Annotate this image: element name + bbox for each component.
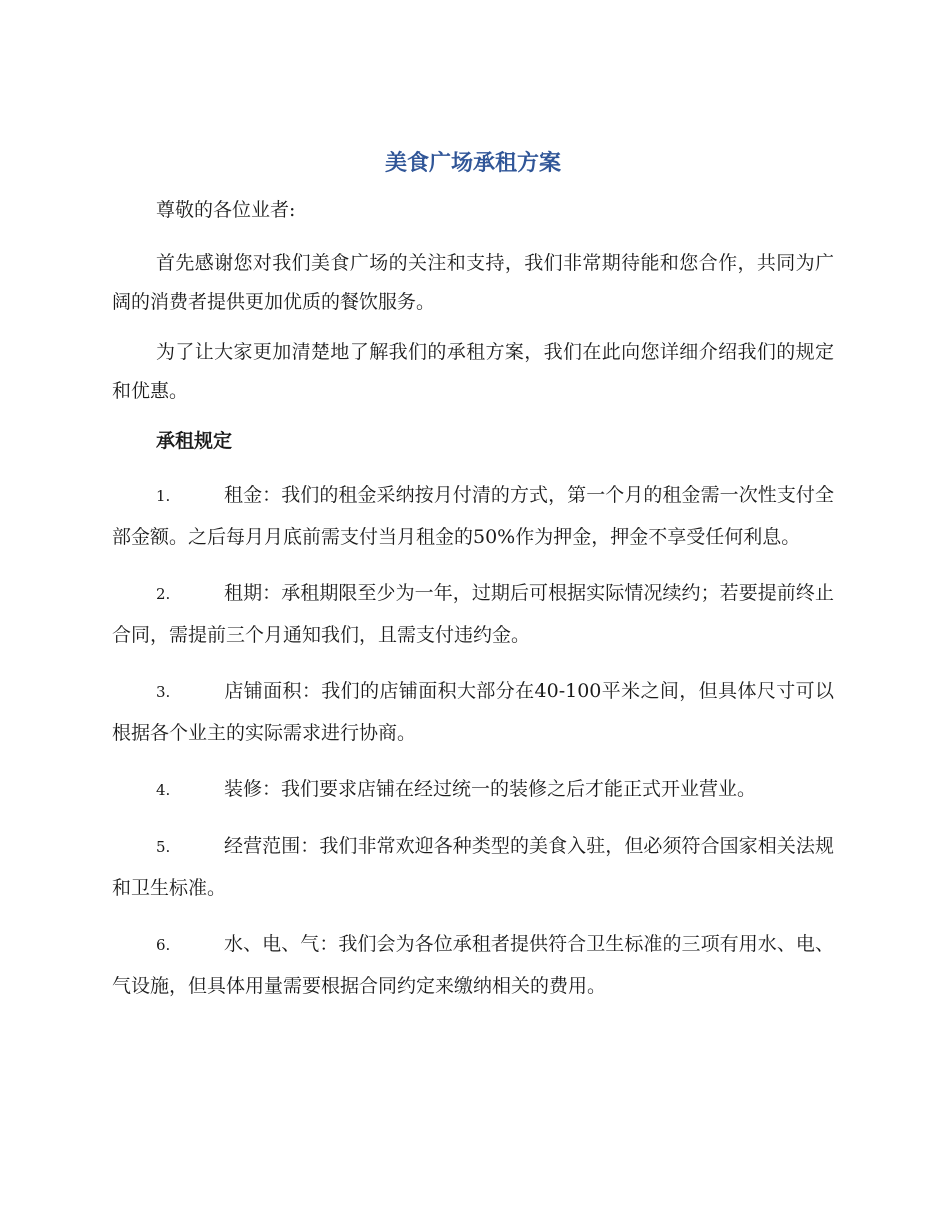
rule-item-area — [112, 671, 834, 754]
purpose-paragraph: 为了让大家更加清楚地了解我们的承租方案，我们在此向您详细介绍我们的规定和优惠。 — [112, 341, 834, 402]
rule-item-business-scope — [112, 826, 834, 909]
document-title: 美食广场承租方案 — [384, 151, 561, 176]
document-page — [112, 145, 834, 1022]
greeting: 尊敬的各位业者: — [156, 199, 296, 221]
rule-text: 水、电、气：我们会为各位承租者提供符合卫生标准的三项有用水、电、气设施，但具体用量需要根据合同约定来缴纳相关的费用。 — [112, 933, 834, 997]
intro-paragraph: 首先感谢您对我们美食广场的关注和支持，我们非常期待能和您合作，共同为广阔的消费者提供更加优质的餐饮服务。 — [112, 252, 834, 313]
rule-number: 2. — [156, 585, 171, 603]
rule-text: 租金：我们的租金采纳按月付清的方式，第一个月的租金需一次性支付全部金额。之后每月月底前需支付当月租金的50%作为押金，押金不享受任何利息。 — [112, 484, 834, 548]
rule-number: 4. — [156, 781, 171, 799]
rule-item-decoration — [112, 769, 834, 811]
rule-text: 装修：我们要求店铺在经过统一的装修之后才能正式开业营业。 — [224, 778, 757, 800]
section-heading-rules: 承租规定 — [156, 430, 233, 452]
rule-item-rent — [112, 475, 834, 558]
rules-list — [112, 475, 834, 1007]
rule-item-term — [112, 573, 834, 656]
rule-number: 3. — [156, 683, 171, 701]
rule-item-utilities — [112, 924, 834, 1007]
rule-number: 1. — [156, 487, 171, 505]
rule-text: 店铺面积：我们的店铺面积大部分在40-100平米之间，但具体尺寸可以根据各个业主的实际需求进行协商。 — [112, 680, 834, 744]
rule-text: 经营范围：我们非常欢迎各种类型的美食入驻，但必须符合国家相关法规和卫生标准。 — [112, 835, 834, 899]
rule-number: 5. — [156, 838, 171, 856]
rule-text: 租期：承租期限至少为一年，过期后可根据实际情况续约；若要提前终止合同，需提前三个月通知我们，且需支付违约金。 — [112, 582, 834, 646]
rule-number: 6. — [156, 936, 171, 954]
